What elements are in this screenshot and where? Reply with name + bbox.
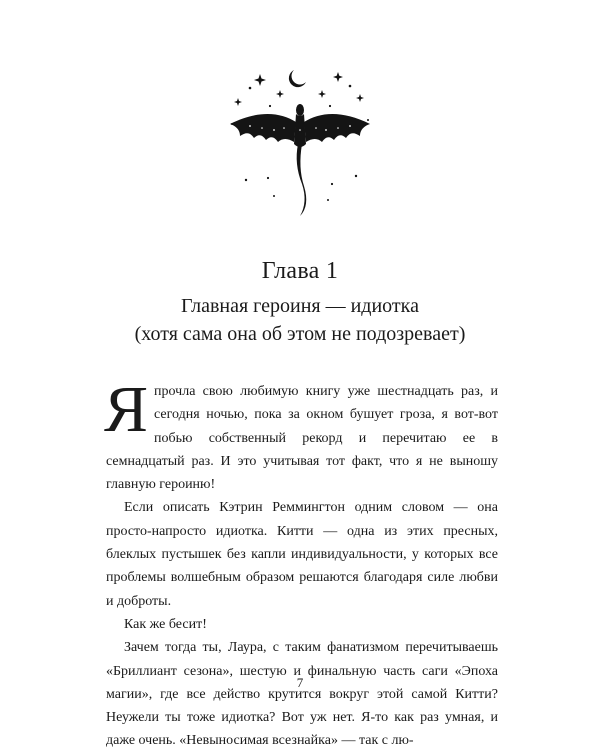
page-number: 7 <box>296 675 304 690</box>
chapter-title <box>0 292 600 348</box>
paragraph-4: Зачем тогда ты, Лаура, с таким фанатизмом перечитываешь «Бриллиант сезона», шестую и финальную часть саги «Эпоха магии», где все действо крутится вокруг этой самой Китти? Неужели ты тоже идиотка? Вот уж нет. Я-то как раз умная, и даже очень. «Невыносимая всезнайка» — так с лю- <box>106 640 498 749</box>
chapter-title-line-1: Главная героиня — идиотка <box>181 295 419 317</box>
chapter-number: Глава 1 <box>261 258 339 284</box>
paragraph-3: Как же бесит! <box>124 616 207 632</box>
paragraph-1 <box>104 373 498 496</box>
paragraph-1-text: прочла свою любимую книгу уже шестнадцать раз, и сегодня ночью, пока за окном бушует гроза, я вот-вот побью собственный рекорд и перечитаю ее в семнадцатый раз. И это учитывая тот факт, что я не выношу главную героиню! <box>106 384 498 493</box>
paragraph-2: Если описать Кэтрин Реммингтон одним словом — она просто-напросто идиотка. Китти — одна из этих пресных, блеклых пустышек без капли индивидуальности, у которых все проблемы волшебным образом решаются благодаря силе любви и доброты. <box>106 500 498 609</box>
dragon-moon-stars-icon <box>210 60 390 240</box>
chapter-body <box>104 373 498 753</box>
chapter-title-line-2: (хотя сама она об этом не подозревает) <box>134 323 466 345</box>
drop-cap: Я <box>104 373 149 446</box>
